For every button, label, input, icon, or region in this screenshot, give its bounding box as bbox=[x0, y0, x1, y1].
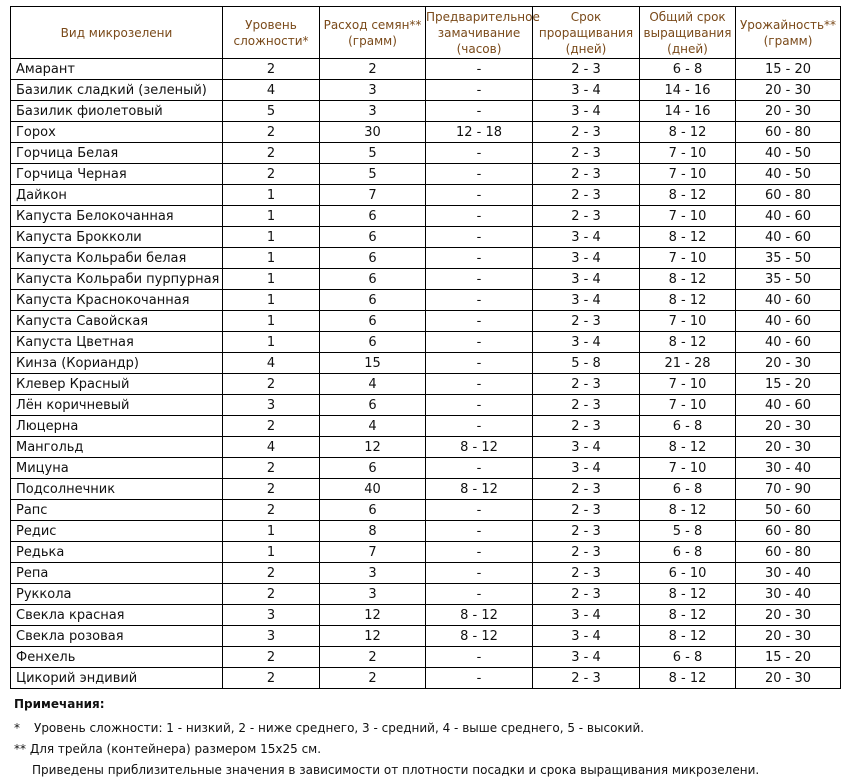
note-line bbox=[14, 739, 759, 760]
notes-title: Примечания: bbox=[14, 697, 105, 711]
value-cell: - bbox=[426, 521, 533, 542]
plant-name-cell: Цикорий эндивий bbox=[11, 668, 223, 689]
value-cell: 60 - 80 bbox=[736, 122, 841, 143]
table-row bbox=[11, 500, 841, 521]
value-cell: 40 - 60 bbox=[736, 311, 841, 332]
table-row bbox=[11, 269, 841, 290]
value-cell: 3 - 4 bbox=[533, 227, 640, 248]
value-cell: 7 - 10 bbox=[640, 248, 736, 269]
value-cell: 1 bbox=[223, 206, 320, 227]
plant-name-cell: Репа bbox=[11, 563, 223, 584]
table-row bbox=[11, 80, 841, 101]
value-cell: 40 - 60 bbox=[736, 395, 841, 416]
value-cell: 3 bbox=[320, 563, 426, 584]
value-cell: 3 bbox=[320, 584, 426, 605]
plant-name-cell: Капуста Краснокочанная bbox=[11, 290, 223, 311]
value-cell: 70 - 90 bbox=[736, 479, 841, 500]
value-cell: 2 bbox=[223, 416, 320, 437]
value-cell: 2 bbox=[223, 647, 320, 668]
value-cell: 6 - 8 bbox=[640, 647, 736, 668]
value-cell: 1 bbox=[223, 332, 320, 353]
value-cell: 5 bbox=[223, 101, 320, 122]
value-cell: 35 - 50 bbox=[736, 269, 841, 290]
value-cell: 3 bbox=[223, 626, 320, 647]
value-cell: 2 bbox=[223, 668, 320, 689]
value-cell: 3 - 4 bbox=[533, 101, 640, 122]
value-cell: 35 - 50 bbox=[736, 248, 841, 269]
plant-name-cell: Амарант bbox=[11, 59, 223, 80]
value-cell: 20 - 30 bbox=[736, 626, 841, 647]
value-cell: 4 bbox=[223, 437, 320, 458]
plant-name-cell: Капуста Белокочанная bbox=[11, 206, 223, 227]
value-cell: 2 - 3 bbox=[533, 500, 640, 521]
value-cell: 2 - 3 bbox=[533, 311, 640, 332]
plant-name-cell: Горчица Белая bbox=[11, 143, 223, 164]
value-cell: 2 bbox=[223, 500, 320, 521]
table-row bbox=[11, 332, 841, 353]
value-cell: 7 - 10 bbox=[640, 206, 736, 227]
value-cell: - bbox=[426, 206, 533, 227]
table-row bbox=[11, 374, 841, 395]
value-cell: 1 bbox=[223, 227, 320, 248]
value-cell: 8 - 12 bbox=[640, 269, 736, 290]
value-cell: 15 bbox=[320, 353, 426, 374]
value-cell: 2 bbox=[320, 668, 426, 689]
plant-name-cell: Руккола bbox=[11, 584, 223, 605]
table-row bbox=[11, 143, 841, 164]
value-cell: 2 bbox=[223, 143, 320, 164]
value-cell: 12 bbox=[320, 605, 426, 626]
value-cell: 3 - 4 bbox=[533, 269, 640, 290]
value-cell: - bbox=[426, 248, 533, 269]
value-cell: 20 - 30 bbox=[736, 668, 841, 689]
value-cell: 8 bbox=[320, 521, 426, 542]
value-cell: 21 - 28 bbox=[640, 353, 736, 374]
value-cell: 50 - 60 bbox=[736, 500, 841, 521]
plant-name-cell: Свекла розовая bbox=[11, 626, 223, 647]
value-cell: - bbox=[426, 290, 533, 311]
value-cell: 40 - 50 bbox=[736, 143, 841, 164]
table-row bbox=[11, 584, 841, 605]
value-cell: 20 - 30 bbox=[736, 80, 841, 101]
column-header: Уровень сложности* bbox=[223, 7, 320, 59]
value-cell: 2 bbox=[223, 479, 320, 500]
value-cell: 8 - 12 bbox=[640, 332, 736, 353]
value-cell: 6 bbox=[320, 248, 426, 269]
value-cell: 20 - 30 bbox=[736, 437, 841, 458]
table-row bbox=[11, 227, 841, 248]
value-cell: 40 bbox=[320, 479, 426, 500]
value-cell: 2 - 3 bbox=[533, 563, 640, 584]
value-cell: 2 - 3 bbox=[533, 122, 640, 143]
value-cell: 1 bbox=[223, 290, 320, 311]
value-cell: 5 - 8 bbox=[533, 353, 640, 374]
value-cell: 4 bbox=[320, 416, 426, 437]
value-cell: 20 - 30 bbox=[736, 101, 841, 122]
note-line bbox=[14, 718, 759, 739]
table-header-row bbox=[11, 7, 841, 59]
note-mark: * bbox=[14, 721, 20, 735]
value-cell: 3 - 4 bbox=[533, 332, 640, 353]
column-header: Вид микрозелени bbox=[11, 7, 223, 59]
value-cell: 8 - 12 bbox=[426, 437, 533, 458]
value-cell: 5 - 8 bbox=[640, 521, 736, 542]
value-cell: - bbox=[426, 59, 533, 80]
value-cell: - bbox=[426, 668, 533, 689]
value-cell: 7 bbox=[320, 185, 426, 206]
value-cell: - bbox=[426, 542, 533, 563]
plant-name-cell: Кинза (Кориандр) bbox=[11, 353, 223, 374]
value-cell: 1 bbox=[223, 542, 320, 563]
table-row bbox=[11, 395, 841, 416]
value-cell: - bbox=[426, 374, 533, 395]
plant-name-cell: Редис bbox=[11, 521, 223, 542]
value-cell: 6 bbox=[320, 227, 426, 248]
value-cell: - bbox=[426, 395, 533, 416]
table-row bbox=[11, 416, 841, 437]
value-cell: - bbox=[426, 269, 533, 290]
value-cell: 8 - 12 bbox=[640, 626, 736, 647]
value-cell: 8 - 12 bbox=[426, 626, 533, 647]
value-cell: 40 - 60 bbox=[736, 290, 841, 311]
value-cell: 12 - 18 bbox=[426, 122, 533, 143]
table-row bbox=[11, 311, 841, 332]
value-cell: 30 - 40 bbox=[736, 458, 841, 479]
value-cell: 60 - 80 bbox=[736, 185, 841, 206]
value-cell: 6 bbox=[320, 332, 426, 353]
value-cell: - bbox=[426, 647, 533, 668]
value-cell: 6 bbox=[320, 395, 426, 416]
value-cell: 2 - 3 bbox=[533, 185, 640, 206]
value-cell: 2 bbox=[223, 374, 320, 395]
value-cell: 40 - 60 bbox=[736, 332, 841, 353]
value-cell: 6 bbox=[320, 458, 426, 479]
plant-name-cell: Клевер Красный bbox=[11, 374, 223, 395]
plant-name-cell: Капуста Брокколи bbox=[11, 227, 223, 248]
value-cell: 3 - 4 bbox=[533, 626, 640, 647]
value-cell: 2 - 3 bbox=[533, 374, 640, 395]
value-cell: 2 bbox=[223, 122, 320, 143]
value-cell: - bbox=[426, 185, 533, 206]
value-cell: 2 bbox=[320, 647, 426, 668]
note-text: ** Для трейла (контейнера) размером 15х25 см. bbox=[14, 742, 322, 756]
value-cell: - bbox=[426, 311, 533, 332]
table-row bbox=[11, 605, 841, 626]
table-body bbox=[11, 59, 841, 689]
value-cell: 2 bbox=[223, 563, 320, 584]
value-cell: 8 - 12 bbox=[640, 668, 736, 689]
value-cell: - bbox=[426, 584, 533, 605]
note-text: Приведены приблизительные значения в зависимости от плотности посадки и срока выращивания микрозелени. bbox=[32, 763, 760, 777]
plant-name-cell: Свекла красная bbox=[11, 605, 223, 626]
value-cell: 1 bbox=[223, 248, 320, 269]
note-text: Уровень сложности: 1 - низкий, 2 - ниже среднего, 3 - средний, 4 - выше среднего, 5 - высокий. bbox=[34, 721, 645, 735]
plant-name-cell: Капуста Кольраби белая bbox=[11, 248, 223, 269]
value-cell: 60 - 80 bbox=[736, 542, 841, 563]
value-cell: 14 - 16 bbox=[640, 80, 736, 101]
microgreens-table bbox=[10, 6, 841, 689]
value-cell: 1 bbox=[223, 185, 320, 206]
value-cell: 8 - 12 bbox=[640, 227, 736, 248]
value-cell: 30 - 40 bbox=[736, 563, 841, 584]
table-row bbox=[11, 290, 841, 311]
value-cell: 6 bbox=[320, 500, 426, 521]
column-header: Общий срок выращивания (дней) bbox=[640, 7, 736, 59]
table-row bbox=[11, 101, 841, 122]
value-cell: 2 - 3 bbox=[533, 668, 640, 689]
table-row bbox=[11, 563, 841, 584]
value-cell: - bbox=[426, 458, 533, 479]
value-cell: 4 bbox=[223, 80, 320, 101]
value-cell: 2 - 3 bbox=[533, 584, 640, 605]
value-cell: 5 bbox=[320, 164, 426, 185]
value-cell: 6 - 8 bbox=[640, 542, 736, 563]
value-cell: 3 - 4 bbox=[533, 80, 640, 101]
value-cell: 6 - 10 bbox=[640, 563, 736, 584]
plant-name-cell: Люцерна bbox=[11, 416, 223, 437]
table-row bbox=[11, 59, 841, 80]
value-cell: 8 - 12 bbox=[640, 584, 736, 605]
value-cell: - bbox=[426, 416, 533, 437]
value-cell: - bbox=[426, 143, 533, 164]
table-row bbox=[11, 521, 841, 542]
value-cell: 2 bbox=[320, 59, 426, 80]
value-cell: 30 - 40 bbox=[736, 584, 841, 605]
value-cell: 2 - 3 bbox=[533, 206, 640, 227]
value-cell: 7 - 10 bbox=[640, 164, 736, 185]
value-cell: 3 bbox=[223, 395, 320, 416]
value-cell: 2 - 3 bbox=[533, 395, 640, 416]
value-cell: 6 bbox=[320, 311, 426, 332]
table-row bbox=[11, 668, 841, 689]
value-cell: 6 bbox=[320, 269, 426, 290]
value-cell: 6 - 8 bbox=[640, 479, 736, 500]
note-line bbox=[14, 760, 759, 781]
column-header: Предварительное замачивание (часов) bbox=[426, 7, 533, 59]
value-cell: 12 bbox=[320, 626, 426, 647]
table-row bbox=[11, 353, 841, 374]
value-cell: 8 - 12 bbox=[640, 437, 736, 458]
value-cell: 7 - 10 bbox=[640, 311, 736, 332]
value-cell: 40 - 60 bbox=[736, 206, 841, 227]
value-cell: - bbox=[426, 500, 533, 521]
table-row bbox=[11, 647, 841, 668]
table-row bbox=[11, 458, 841, 479]
value-cell: 6 - 8 bbox=[640, 416, 736, 437]
value-cell: 7 - 10 bbox=[640, 458, 736, 479]
value-cell: 3 - 4 bbox=[533, 458, 640, 479]
value-cell: - bbox=[426, 353, 533, 374]
value-cell: 7 - 10 bbox=[640, 143, 736, 164]
value-cell: 15 - 20 bbox=[736, 374, 841, 395]
value-cell: 3 - 4 bbox=[533, 605, 640, 626]
value-cell: - bbox=[426, 563, 533, 584]
value-cell: 3 - 4 bbox=[533, 647, 640, 668]
value-cell: - bbox=[426, 80, 533, 101]
value-cell: 20 - 30 bbox=[736, 353, 841, 374]
value-cell: 3 bbox=[320, 80, 426, 101]
plant-name-cell: Капуста Цветная bbox=[11, 332, 223, 353]
value-cell: 5 bbox=[320, 143, 426, 164]
value-cell: 15 - 20 bbox=[736, 647, 841, 668]
plant-name-cell: Редька bbox=[11, 542, 223, 563]
value-cell: 30 bbox=[320, 122, 426, 143]
value-cell: 6 - 8 bbox=[640, 59, 736, 80]
table-row bbox=[11, 206, 841, 227]
value-cell: 7 bbox=[320, 542, 426, 563]
table-row bbox=[11, 479, 841, 500]
value-cell: 2 bbox=[223, 59, 320, 80]
value-cell: - bbox=[426, 332, 533, 353]
value-cell: 6 bbox=[320, 206, 426, 227]
plant-name-cell: Дайкон bbox=[11, 185, 223, 206]
value-cell: 2 - 3 bbox=[533, 416, 640, 437]
column-header: Урожайность** (грамм) bbox=[736, 7, 841, 59]
plant-name-cell: Капуста Кольраби пурпурная bbox=[11, 269, 223, 290]
plant-name-cell: Горох bbox=[11, 122, 223, 143]
plant-name-cell: Мицуна bbox=[11, 458, 223, 479]
table-row bbox=[11, 164, 841, 185]
value-cell: - bbox=[426, 164, 533, 185]
plant-name-cell: Базилик фиолетовый bbox=[11, 101, 223, 122]
value-cell: 2 - 3 bbox=[533, 521, 640, 542]
value-cell: 8 - 12 bbox=[640, 185, 736, 206]
table-row bbox=[11, 542, 841, 563]
value-cell: 8 - 12 bbox=[640, 290, 736, 311]
plant-name-cell: Капуста Савойская bbox=[11, 311, 223, 332]
plant-name-cell: Подсолнечник bbox=[11, 479, 223, 500]
value-cell: 8 - 12 bbox=[426, 605, 533, 626]
value-cell: 7 - 10 bbox=[640, 395, 736, 416]
value-cell: 2 bbox=[223, 584, 320, 605]
value-cell: 1 bbox=[223, 311, 320, 332]
value-cell: 40 - 60 bbox=[736, 227, 841, 248]
plant-name-cell: Горчица Черная bbox=[11, 164, 223, 185]
value-cell: 2 - 3 bbox=[533, 143, 640, 164]
table-row bbox=[11, 185, 841, 206]
value-cell: 3 bbox=[320, 101, 426, 122]
value-cell: 20 - 30 bbox=[736, 605, 841, 626]
notes-section bbox=[14, 697, 759, 781]
table-row bbox=[11, 248, 841, 269]
table-row bbox=[11, 626, 841, 647]
value-cell: 15 - 20 bbox=[736, 59, 841, 80]
value-cell: 2 - 3 bbox=[533, 542, 640, 563]
value-cell: 14 - 16 bbox=[640, 101, 736, 122]
plant-name-cell: Лён коричневый bbox=[11, 395, 223, 416]
value-cell: 8 - 12 bbox=[640, 122, 736, 143]
value-cell: 8 - 12 bbox=[640, 500, 736, 521]
value-cell: 20 - 30 bbox=[736, 416, 841, 437]
value-cell: 3 - 4 bbox=[533, 290, 640, 311]
plant-name-cell: Фенхель bbox=[11, 647, 223, 668]
plant-name-cell: Базилик сладкий (зеленый) bbox=[11, 80, 223, 101]
value-cell: 7 - 10 bbox=[640, 374, 736, 395]
table-row bbox=[11, 437, 841, 458]
plant-name-cell: Мангольд bbox=[11, 437, 223, 458]
value-cell: 40 - 50 bbox=[736, 164, 841, 185]
column-header: Расход семян** (грамм) bbox=[320, 7, 426, 59]
plant-name-cell: Рапс bbox=[11, 500, 223, 521]
table-row bbox=[11, 122, 841, 143]
value-cell: 4 bbox=[320, 374, 426, 395]
value-cell: 1 bbox=[223, 521, 320, 542]
value-cell: 60 - 80 bbox=[736, 521, 841, 542]
value-cell: 8 - 12 bbox=[426, 479, 533, 500]
value-cell: 3 - 4 bbox=[533, 437, 640, 458]
value-cell: 4 bbox=[223, 353, 320, 374]
value-cell: 2 bbox=[223, 164, 320, 185]
value-cell: 2 bbox=[223, 458, 320, 479]
value-cell: 2 - 3 bbox=[533, 59, 640, 80]
value-cell: 2 - 3 bbox=[533, 479, 640, 500]
value-cell: 6 bbox=[320, 290, 426, 311]
value-cell: 1 bbox=[223, 269, 320, 290]
value-cell: - bbox=[426, 101, 533, 122]
column-header: Срок проращивания (дней) bbox=[533, 7, 640, 59]
value-cell: 3 bbox=[223, 605, 320, 626]
value-cell: 8 - 12 bbox=[640, 605, 736, 626]
value-cell: 3 - 4 bbox=[533, 248, 640, 269]
value-cell: - bbox=[426, 227, 533, 248]
value-cell: 12 bbox=[320, 437, 426, 458]
value-cell: 2 - 3 bbox=[533, 164, 640, 185]
